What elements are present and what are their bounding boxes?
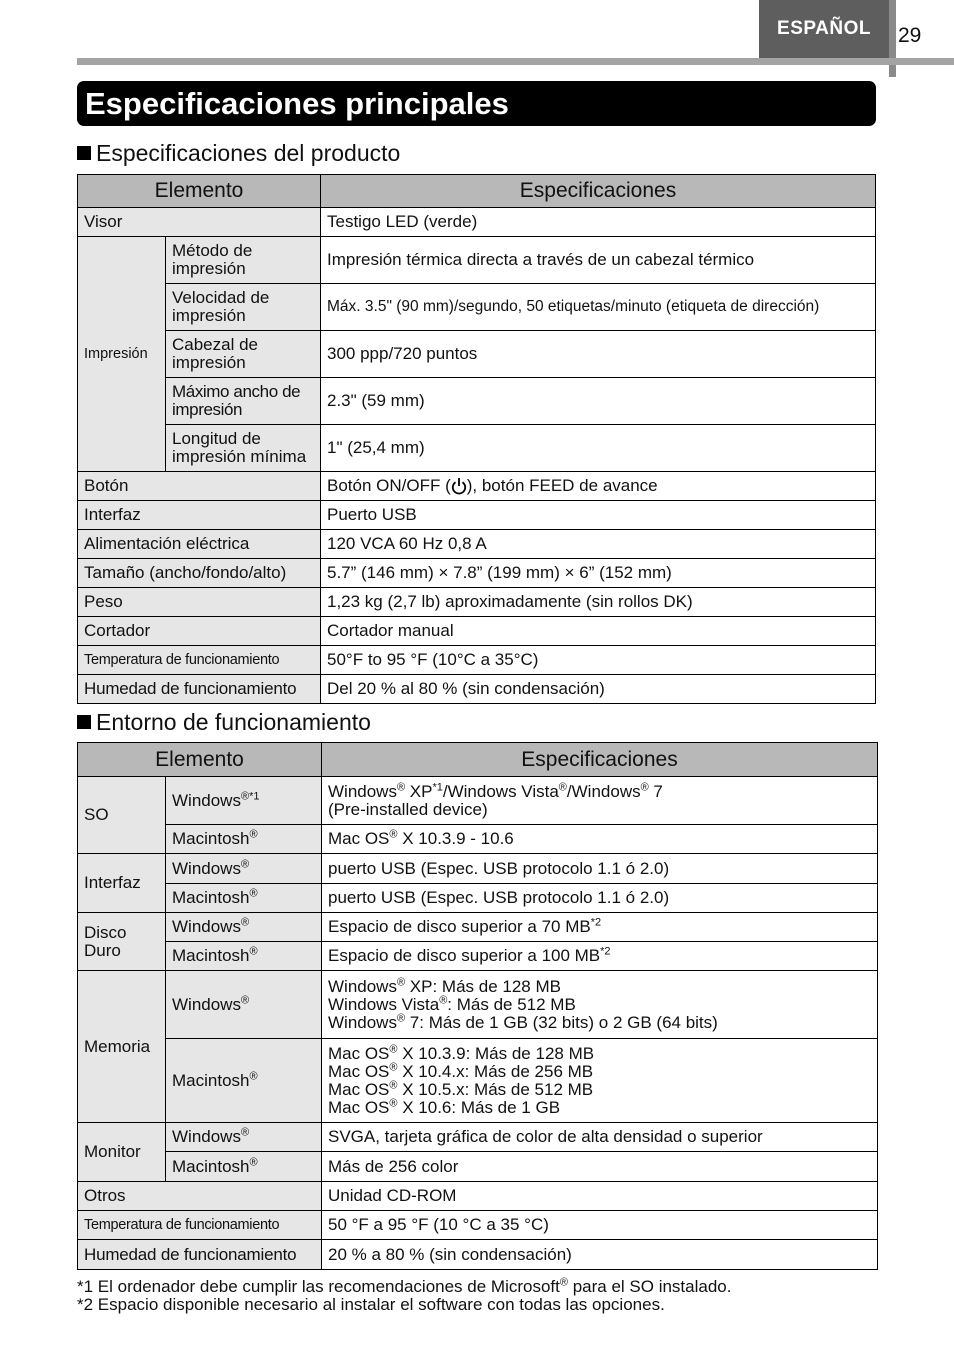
header-divider [889,0,896,77]
row-sublabel: Macintosh® [166,884,322,913]
section-title: Entorno de funcionamiento [96,708,371,735]
row-value: 50°F to 95 °F (10°C a 35°C) [321,646,876,675]
row-label: Alimentación eléctrica [78,530,321,559]
section-heading-environment [77,708,371,736]
row-value: Del 20 % al 80 % (sin condensación) [321,675,876,704]
row-sublabel: Windows® [166,971,322,1039]
table-row [78,501,876,530]
row-sublabel: Macintosh® [166,1152,322,1182]
column-header-spec: Especificaciones [321,175,876,208]
table-row [78,472,876,501]
row-label: Temperatura de funcionamiento [78,646,321,675]
row-value: Cortador manual [321,617,876,646]
page-title-bar [77,81,876,126]
row-sublabel: Máximo ancho de impresión [166,378,321,425]
table-row [78,559,876,588]
row-value: puerto USB (Espec. USB protocolo 1.1 ó 2.0) [322,854,878,884]
row-value: Mac OS® X 10.3.9: Más de 128 MB Mac OS® X 10.4.x: Más de 256 MB Mac OS® X 10.5.x: Más de 512 MB Mac OS® X 10.6: Más de 1 GB [322,1039,878,1123]
table-row [78,1240,878,1270]
row-value: Espacio de disco superior a 100 MB$^{*2}$ [322,942,878,971]
column-header-item: Elemento [78,743,322,777]
table-row [78,588,876,617]
row-value: Testigo LED (verde) [321,208,876,237]
row-value: 2.3" (59 mm) [321,378,876,425]
row-value: Puerto USB [321,501,876,530]
group-label: Disco Duro [78,913,166,971]
square-bullet-icon [77,715,91,729]
row-label: Temperatura de funcionamiento [78,1211,322,1240]
table-row [78,1123,878,1152]
row-sublabel: Cabezal de impresión [166,331,321,378]
row-value: 50 °F a 95 °F (10 °C a 35 °C) [322,1211,878,1240]
table-row [78,208,876,237]
group-label: Impresión [78,237,166,472]
table-row [78,884,878,913]
row-sublabel: Windows® [166,854,322,884]
row-value: 120 VCA 60 Hz 0,8 A [321,530,876,559]
table-row [78,675,876,704]
row-sublabel: Macintosh® [166,825,322,854]
table-row [78,1152,878,1182]
row-value: Windows® XP$^{*1}$/Windows Vista®/Windows® 7 (Pre-installed device) [322,777,878,825]
row-value: Espacio de disco superior a 70 MB$^{*2}$ [322,913,878,942]
row-value: Más de 256 color [322,1152,878,1182]
table-row [78,284,876,331]
row-sublabel: Velocidad de impresión [166,284,321,331]
row-value: puerto USB (Espec. USB protocolo 1.1 ó 2.0) [322,884,878,913]
row-value: Mac OS® X 10.3.9 - 10.6 [322,825,878,854]
table-row [78,617,876,646]
power-icon [451,477,467,495]
footnote-2: *2 Espacio disponible necesario al instalar el software con todas las opciones. [77,1295,665,1314]
language-tab [759,0,889,58]
table-row [78,1211,878,1240]
table-row [78,425,876,472]
table-row [78,1039,878,1123]
table-row [78,913,878,942]
row-value: 1,23 kg (2,7 lb) aproximadamente (sin rollos DK) [321,588,876,617]
row-value: Botón ON/OFF ( ), botón FEED de avance [321,472,876,501]
row-value: 5.7” (146 mm) × 7.8” (199 mm) × 6” (152 mm) [321,559,876,588]
row-label: Otros [78,1182,322,1211]
row-label: Visor [78,208,321,237]
row-value: 20 % a 80 % (sin condensación) [322,1240,878,1270]
page-number: 29 [898,24,922,47]
table-row [78,530,876,559]
table-row [78,331,876,378]
group-label: SO [78,777,166,854]
group-label: Interfaz [78,854,166,913]
footnotes [77,1278,731,1314]
header-rule [77,58,954,65]
row-label: Interfaz [78,501,321,530]
environment-spec-table [77,742,878,1270]
row-value: SVGA, tarjeta gráfica de color de alta densidad o superior [322,1123,878,1152]
table-header-row [78,743,878,777]
table-row [78,1182,878,1211]
table-row [78,854,878,884]
row-label: Peso [78,588,321,617]
row-value: Windows® XP: Más de 128 MB Windows Vista®: Más de 512 MB Windows® 7: Más de 1 GB (32 bits) o 2 GB (64 bits) [322,971,878,1039]
row-sublabel: Windows® [166,913,322,942]
table-row [78,825,878,854]
row-value: Impresión térmica directa a través de un cabezal térmico [321,237,876,284]
table-row [78,237,876,284]
table-row [78,971,878,1039]
row-value: 1" (25,4 mm) [321,425,876,472]
section-heading-product [77,139,400,167]
row-value: Máx. 3.5" (90 mm)/segundo, 50 etiquetas/minuto (etiqueta de dirección) [321,284,876,331]
row-label: Humedad de funcionamiento [78,675,321,704]
table-row [78,777,878,825]
column-header-spec: Especificaciones [322,743,878,777]
table-row [78,646,876,675]
row-sublabel: Longitud de impresión mínima [166,425,321,472]
row-label: Botón [78,472,321,501]
row-sublabel: Macintosh® [166,1039,322,1123]
row-sublabel: Macintosh® [166,942,322,971]
square-bullet-icon [77,146,91,160]
row-value: Unidad CD-ROM [322,1182,878,1211]
table-row [78,942,878,971]
row-label: Humedad de funcionamiento [78,1240,322,1270]
footnote-1: *1 El ordenador debe cumplir las recomendaciones de Microsoft® para el SO instalado. [77,1276,732,1296]
row-sublabel: Windows$^{®*1}$ [166,777,322,825]
row-value: 300 ppp/720 puntos [321,331,876,378]
row-sublabel: Método de impresión [166,237,321,284]
page-title: Especificaciones principales [85,85,509,121]
table-header-row [78,175,876,208]
group-label: Memoria [78,971,166,1123]
product-spec-table [77,174,876,704]
column-header-item: Elemento [78,175,321,208]
row-label: Cortador [78,617,321,646]
section-title: Especificaciones del producto [96,139,401,166]
row-label: Tamaño (ancho/fondo/alto) [78,559,321,588]
table-row [78,378,876,425]
language-label: ESPAÑOL [777,18,871,39]
group-label: Monitor [78,1123,166,1182]
row-sublabel: Windows® [166,1123,322,1152]
